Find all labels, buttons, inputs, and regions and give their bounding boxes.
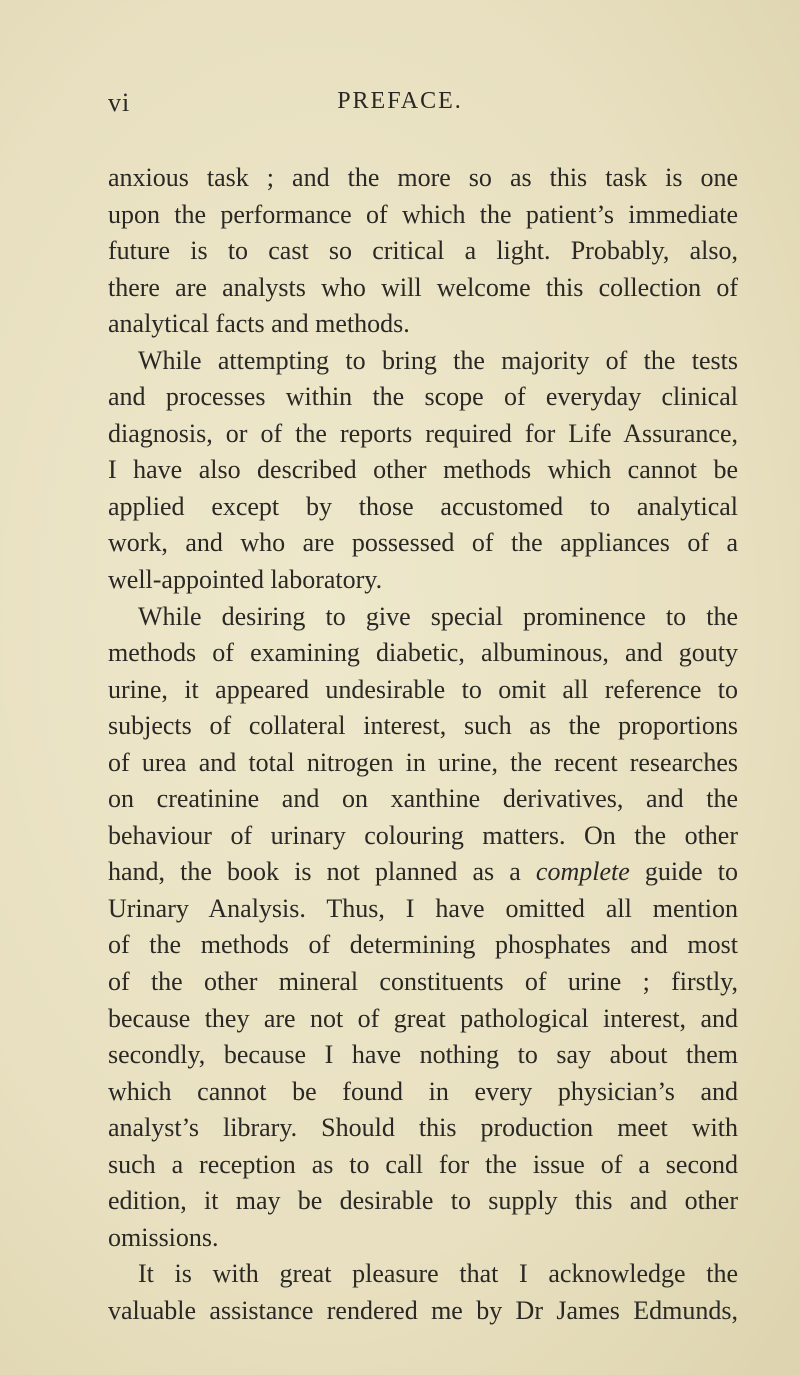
body-text [108, 160, 738, 1330]
text-line: anxious task ; and the more so as this task is one [108, 163, 738, 192]
text-line: such a reception as to call for the issue of a second [108, 1149, 738, 1179]
text-line: Urinary Analysis. Thus, I have omitted all mention [108, 893, 738, 923]
text-line [108, 854, 738, 891]
text-line: upon the performance of which the patient’s immediate [108, 199, 738, 229]
text-line: because they are not of great pathological interest, and [108, 1003, 738, 1033]
text-line: of the other mineral constituents of urine ; firstly, [108, 967, 738, 997]
text-line: analyst’s library. Should this production meet with [108, 1113, 738, 1143]
text-line: analytical facts and methods. [108, 309, 410, 339]
text-line: diagnosis, or of the reports required for Life Assurance, [108, 418, 738, 448]
text-line: well-appointed laboratory. [108, 565, 383, 595]
text-line: there are analysts who will welcome this collection of [108, 272, 738, 302]
text-line: and processes within the scope of everyday clinical [108, 382, 738, 412]
text-line: future is to cast so critical a light. Probably, also, [108, 236, 738, 266]
text-line: on creatinine and on xanthine derivatives, and the [108, 784, 738, 814]
text-line: valuable assistance rendered me by Dr James Edmunds, [108, 1295, 738, 1325]
text-line: applied except by those accustomed to analytical [108, 491, 738, 521]
text-line: urine, it appeared undesirable to omit all reference to [108, 674, 738, 704]
text-line: edition, it may be desirable to supply this and other [108, 1186, 738, 1216]
emphasized-word: complete [535, 857, 630, 887]
text-line: secondly, because I have nothing to say about them [108, 1040, 738, 1070]
text-segment: hand, the book is not planned as a [108, 857, 521, 887]
text-line: work, and who are possessed of the appliances of a [108, 528, 738, 558]
text-line: It is with great pleasure that I acknowledge the [138, 1259, 738, 1289]
text-line: I have also described other methods which cannot be [108, 455, 738, 485]
text-line: which cannot be found in every physician’s and [108, 1076, 738, 1106]
text-line: methods of examining diabetic, albuminous, and gouty [108, 638, 738, 668]
page-number: vi [108, 88, 131, 117]
running-head: PREFACE. [337, 88, 463, 114]
text-line: While desiring to give special prominence to the [138, 601, 738, 631]
text-line: of urea and total nitrogen in urine, the recent researches [108, 747, 738, 777]
text-segment: guide to [644, 857, 739, 887]
text-line: While attempting to bring the majority of the tests [138, 345, 738, 375]
text-line: behaviour of urinary colouring matters. On the other [108, 820, 738, 850]
text-line: omissions. [108, 1222, 219, 1252]
text-line: of the methods of determining phosphates and most [108, 930, 738, 960]
text-line: subjects of collateral interest, such as the proportions [108, 711, 738, 741]
